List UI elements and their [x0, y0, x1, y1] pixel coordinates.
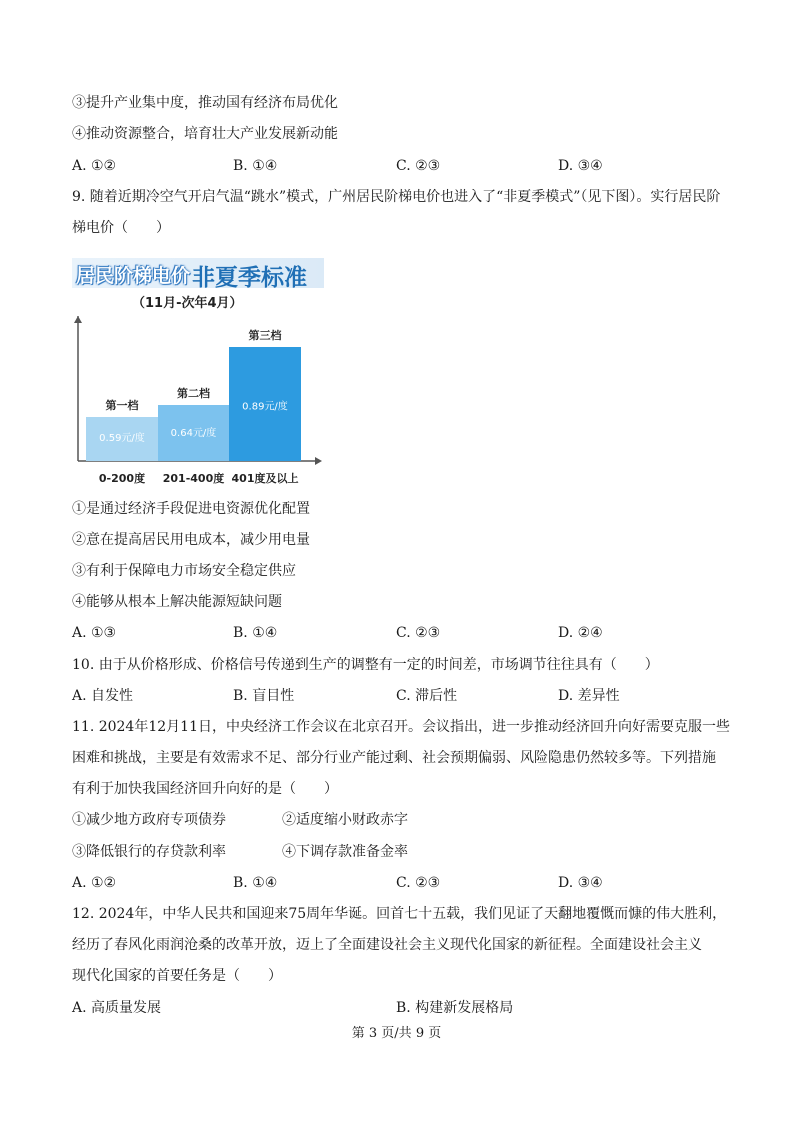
- value-label-2: 0.64元/度: [170, 427, 217, 439]
- value-label-1: 0.59元/度: [99, 433, 145, 445]
- q11-statement-4: ④下调存款准备金率: [282, 844, 408, 860]
- tier-label-3: 第三档: [248, 329, 282, 342]
- q12-stem-line3: 现代化国家的首要任务是（ ）: [72, 968, 282, 984]
- tier-label-2: 第二档: [177, 387, 210, 400]
- statement-3: ③提升产业集中度，推动国有经济布局优化: [72, 95, 338, 111]
- q8-option-b: B. ①④: [233, 158, 278, 174]
- q8-option-d: D. ③④: [558, 158, 603, 174]
- chart-title-part2: 非夏季标准: [192, 265, 307, 291]
- category-label-3: 401度及以上: [231, 472, 299, 485]
- tiered-price-chart: [72, 258, 324, 488]
- x-axis-arrow: [315, 457, 322, 465]
- q9-statement-4: ④能够从根本上解决能源短缺问题: [72, 594, 282, 610]
- category-label-2: 201-400度: [162, 472, 225, 485]
- q9-option-c: C. ②③: [396, 625, 441, 641]
- category-label-1: 0-200度: [98, 472, 146, 485]
- q11-option-c: C. ②③: [396, 875, 441, 891]
- q11-statement-1: ①减少地方政府专项债券: [72, 812, 226, 828]
- q11-stem-line2: 困难和挑战，主要是有效需求不足、部分行业产能过剩、社会预期偏弱、风险隐患仍然较多等。下列措施: [72, 750, 716, 766]
- q12-option-b: B. 构建新发展格局: [396, 1000, 514, 1016]
- q9-stem-line1: 9. 随着近期冷空气开启气温“跳水”模式，广州居民阶梯电价也进入了“非夏季模式”（见下图）。实行居民阶: [72, 189, 721, 205]
- q9-statement-2: ②意在提高居民用电成本，减少用电量: [72, 532, 310, 548]
- q9-option-b: B. ①④: [233, 625, 278, 641]
- q11-stem-line3: 有利于加快我国经济回升向好的是（ ）: [72, 781, 338, 797]
- q10-option-b: B. 盲目性: [233, 688, 295, 704]
- q9-stem-line2: 梯电价（ ）: [72, 220, 170, 236]
- q8-option-a: A. ①②: [72, 158, 117, 174]
- q9-statement-3: ③有利于保障电力市场安全稳定供应: [72, 563, 296, 579]
- q11-option-b: B. ①④: [233, 875, 278, 891]
- chart-plot: [72, 258, 324, 488]
- q10-option-c: C. 滞后性: [396, 688, 458, 704]
- chart-subtitle: （11月-次年4月）: [132, 296, 243, 311]
- q11-statement-3: ③降低银行的存贷款利率: [72, 844, 226, 860]
- q12-stem-line2: 经历了春风化雨润沧桑的改革开放，迈上了全面建设社会主义现代化国家的新征程。全面建设社会主义: [72, 937, 702, 953]
- q8-option-c: C. ②③: [396, 158, 441, 174]
- q12-stem-line1: 12. 2024年，中华人民共和国迎来75周年华诞。回首七十五载，我们见证了天翻地覆慨而慷的伟大胜利，: [72, 906, 727, 922]
- q9-option-a: A. ①③: [72, 625, 117, 641]
- q11-stem-line1: 11. 2024年12月11日，中央经济工作会议在北京召开。会议指出，进一步推动经济回升向好需要克服一些: [72, 719, 730, 735]
- q12-option-a: A. 高质量发展: [72, 1000, 162, 1016]
- q9-option-d: D. ②④: [558, 625, 603, 641]
- q10-option-a: A. 自发性: [72, 688, 134, 704]
- y-axis-arrow: [74, 316, 82, 323]
- chart-title-part1: 居民阶梯电价: [76, 265, 191, 287]
- q9-statement-1: ①是通过经济手段促进电资源优化配置: [72, 501, 310, 517]
- q10-stem: 10. 由于从价格形成、价格信号传递到生产的调整有一定的时间差，市场调节往往具有（ ）: [72, 657, 659, 673]
- q10-option-d: D. 差异性: [558, 688, 620, 704]
- page-footer: 第 3 页/共 9 页: [351, 1026, 442, 1041]
- q11-statement-2: ②适度缩小财政赤字: [282, 812, 408, 828]
- tier-label-1: 第一档: [105, 399, 139, 412]
- value-label-3: 0.89元/度: [242, 401, 288, 413]
- q11-option-d: D. ③④: [558, 875, 603, 891]
- statement-4: ④推动资源整合，培育壮大产业发展新动能: [72, 126, 338, 142]
- q11-option-a: A. ①②: [72, 875, 117, 891]
